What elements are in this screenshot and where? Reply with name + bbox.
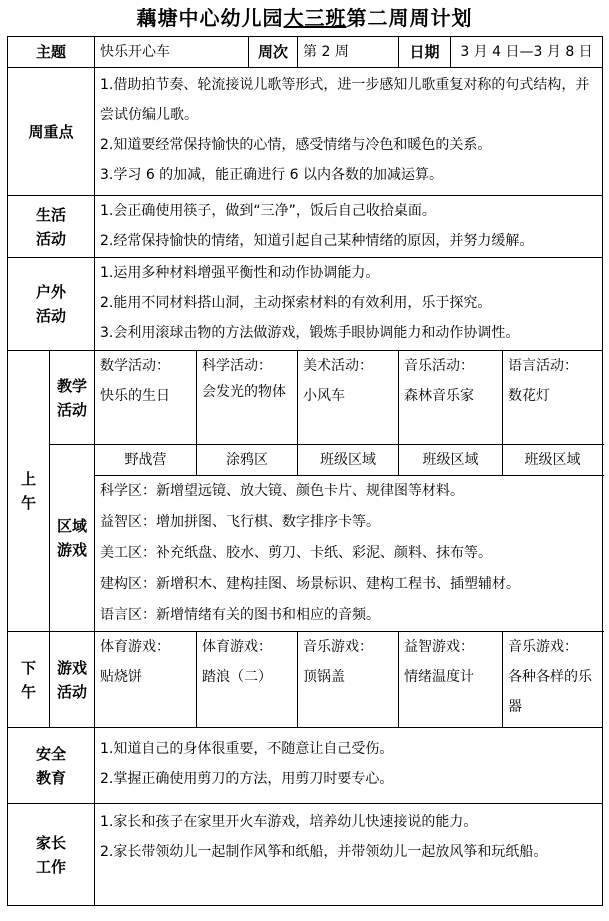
morning-label-2: 午 xyxy=(20,494,36,512)
game-item xyxy=(197,632,298,728)
game-item-type: 益智游戏： xyxy=(404,639,475,655)
outdoor-label-2: 活动 xyxy=(36,307,67,325)
area-header: 涂鸦区 xyxy=(197,445,298,476)
focus-content xyxy=(95,68,603,196)
teaching-item xyxy=(95,351,197,445)
focus-label: 周重点 xyxy=(8,68,95,196)
game-item-type: 音乐游戏： xyxy=(508,639,579,655)
teaching-item-type: 数学活动： xyxy=(100,358,171,374)
life-line: 1.会正确使用筷子，做到“三净”，饭后自己收拾桌面。 xyxy=(100,203,436,219)
teaching-item xyxy=(399,351,503,445)
teaching-label xyxy=(50,351,95,445)
parents-row xyxy=(8,804,603,906)
weekly-plan-table xyxy=(7,36,603,906)
teaching-row xyxy=(8,351,603,445)
area-line: 科学区：新增望远镜、放大镜、颜色卡片、规律图等材料。 xyxy=(100,483,465,499)
games-label-1: 游戏 xyxy=(57,658,88,677)
parents-label xyxy=(8,804,95,906)
title-class-name: 大三班 xyxy=(283,6,347,30)
games-label xyxy=(50,632,95,728)
teaching-item-type: 语言活动： xyxy=(508,358,579,374)
safety-content xyxy=(95,728,603,804)
date-label: 日期 xyxy=(399,37,451,68)
life-line: 2.经常保持愉快的情绪，知道引起自己某种情绪的原因，并努力缓解。 xyxy=(100,233,534,249)
game-item xyxy=(95,632,197,728)
game-item-name: 顶锅盖 xyxy=(303,669,346,685)
title-prefix: 藕塘中心幼儿园 xyxy=(136,6,284,30)
teaching-item xyxy=(298,351,399,445)
theme-value: 快乐开心车 xyxy=(95,37,249,68)
teaching-item-name: 数花灯 xyxy=(508,388,551,404)
outdoor-content xyxy=(95,258,603,351)
area-games-label xyxy=(50,445,95,632)
area-line: 语言区：新增情绪有关的图书和相应的音频。 xyxy=(100,607,381,623)
life-label-2: 活动 xyxy=(36,229,67,248)
page-title xyxy=(0,2,609,31)
area-header: 班级区域 xyxy=(399,445,503,476)
parents-label-2: 工作 xyxy=(36,857,67,876)
afternoon-label-1: 下 xyxy=(20,658,36,677)
focus-row xyxy=(8,68,603,196)
area-games-row xyxy=(8,476,603,632)
outdoor-line: 3.会利用滚球击物的方法做游戏，锻炼手眼协调能力和动作协调性。 xyxy=(100,325,520,341)
area-line: 益智区：增加拼图、飞行棋、数字排序卡等。 xyxy=(100,514,381,530)
week-value: 第 2 周 xyxy=(298,37,399,68)
area-header: 班级区域 xyxy=(503,445,603,476)
theme-label: 主题 xyxy=(8,37,95,68)
morning-label xyxy=(8,351,50,632)
game-item-type: 体育游戏： xyxy=(100,639,171,655)
morning-label-1: 上 xyxy=(20,470,36,488)
focus-line: 1.借助拍节奏、轮流接说儿歌等形式，进一步感知儿歌重复对称的句式结构，并尝试仿编儿歌。 xyxy=(100,77,590,123)
area-line: 建构区：新增积木、建构挂图、场景标识、建构工程书、插塑辅材。 xyxy=(100,576,521,592)
area-header: 野战营 xyxy=(95,445,197,476)
game-item-name: 各种各样的乐器 xyxy=(508,669,593,715)
games-label-2: 活动 xyxy=(57,682,88,701)
area-games-content xyxy=(95,476,603,632)
game-item-name: 踏浪（二） xyxy=(202,669,273,685)
safety-label xyxy=(8,728,95,804)
parents-line: 2.家长带领幼儿一起制作风筝和纸船，并带领幼儿一起放风筝和玩纸船。 xyxy=(100,844,548,860)
game-item xyxy=(503,632,603,728)
afternoon-label xyxy=(8,632,50,728)
safety-line: 2.掌握正确使用剪刀的方法，用剪刀时要专心。 xyxy=(100,771,394,787)
teaching-label-1: 教学 xyxy=(57,376,88,395)
outdoor-line: 2.能用不同材料搭山洞，主动探索材料的有效利用，乐于探究。 xyxy=(100,295,492,311)
game-item-name: 贴烧饼 xyxy=(100,669,143,685)
game-item xyxy=(399,632,503,728)
teaching-item-type: 美术活动： xyxy=(303,358,374,374)
safety-line: 1.知道自己的身体很重要，不随意让自己受伤。 xyxy=(100,741,394,757)
header-row xyxy=(8,37,603,68)
game-item xyxy=(298,632,399,728)
outdoor-label-1: 户外 xyxy=(36,283,67,301)
teaching-item-type: 音乐活动： xyxy=(404,358,475,374)
teaching-item-name: 快乐的生日 xyxy=(100,388,171,404)
date-value: 3 月 4 日—3 月 8 日 xyxy=(451,37,603,68)
focus-line: 2.知道要经常保持愉快的心情，感受情绪与冷色和暖色的关系。 xyxy=(100,137,492,153)
area-games-label-1: 区域 xyxy=(57,517,88,535)
safety-label-1: 安全 xyxy=(36,744,67,763)
teaching-item xyxy=(197,351,298,445)
outdoor-line: 1.运用多种材料增强平衡性和动作协调能力。 xyxy=(100,265,380,281)
parents-line: 1.家长和孩子在家里开火车游戏，培养幼儿快速接说的能力。 xyxy=(100,814,478,830)
title-suffix: 第二周周计划 xyxy=(346,6,473,30)
life-content xyxy=(95,196,603,258)
parents-content xyxy=(95,804,603,906)
area-line: 美工区：补充纸盘、胶水、剪刀、卡纸、彩泥、颜料、抹布等。 xyxy=(100,545,493,561)
area-header: 班级区域 xyxy=(298,445,399,476)
life-label-1: 生活 xyxy=(36,205,67,224)
parents-label-1: 家长 xyxy=(36,833,67,852)
safety-label-2: 教育 xyxy=(36,768,67,787)
teaching-item-name: 小风车 xyxy=(303,388,346,404)
afternoon-row xyxy=(8,632,603,728)
outdoor-label xyxy=(8,258,95,351)
week-label: 周次 xyxy=(249,37,298,68)
teaching-item xyxy=(503,351,603,445)
life-row xyxy=(8,196,603,258)
teaching-item-type: 科学活动： xyxy=(202,358,273,374)
teaching-label-2: 活动 xyxy=(57,400,88,419)
game-item-type: 音乐游戏： xyxy=(303,639,374,655)
area-games-label-2: 游戏 xyxy=(57,541,88,559)
outdoor-row xyxy=(8,258,603,351)
focus-line: 3.学习 6 的加减，能正确进行 6 以内各数的加减运算。 xyxy=(100,167,443,183)
safety-row xyxy=(8,728,603,804)
teaching-item-name: 森林音乐家 xyxy=(404,388,475,404)
teaching-item-name: 会发光的物体 xyxy=(202,384,287,400)
life-label xyxy=(8,196,95,258)
game-item-type: 体育游戏： xyxy=(202,639,273,655)
areas-header-row xyxy=(8,445,603,476)
game-item-name: 情绪温度计 xyxy=(404,669,475,685)
afternoon-label-2: 午 xyxy=(20,682,36,701)
